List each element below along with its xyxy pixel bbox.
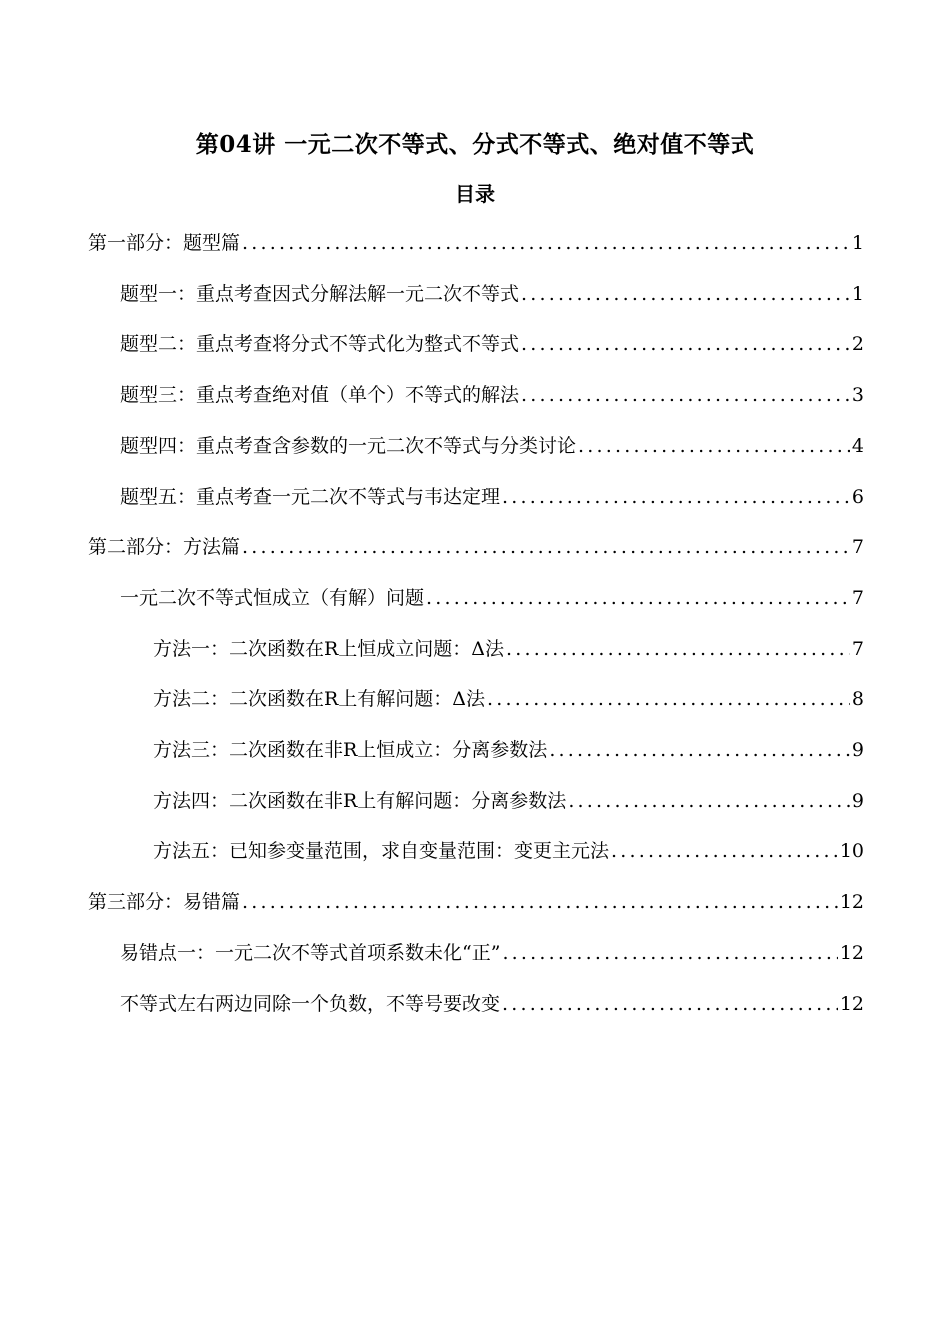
dot-leader (242, 891, 838, 913)
toc-entry[interactable] (120, 431, 864, 459)
toc-entry-label: 题型二：重点考查将分式不等式化为整式不等式 (120, 333, 520, 356)
toc-entry[interactable] (88, 228, 864, 256)
toc-entry-label: 不等式左右两边同除一个负数，不等号要改变 (120, 992, 501, 1015)
dot-leader (521, 283, 850, 305)
toc-entry-page: 7 (851, 637, 864, 660)
toc-heading: 目录 (455, 182, 495, 206)
toc-entry-label: 题型三：重点考查绝对值（单个）不等式的解法 (120, 384, 520, 407)
dot-leader (521, 333, 850, 355)
toc-entry[interactable] (88, 887, 864, 915)
toc-entry[interactable] (153, 735, 864, 763)
toc-entry-page: 1 (851, 232, 864, 254)
toc-entry-label: 方法一：二次函数在R上恒成立问题：Δ法 (153, 637, 505, 660)
toc-entry-page: 8 (851, 688, 864, 711)
document-title: 第04讲 一元二次不等式、分式不等式、绝对值不等式 (195, 131, 755, 158)
dot-leader (521, 384, 850, 406)
toc-entry-page: 1 (851, 282, 864, 305)
toc-entry[interactable] (120, 482, 864, 510)
dot-leader (549, 739, 850, 761)
toc-entry-page: 2 (851, 333, 864, 356)
toc-entry[interactable] (153, 684, 864, 712)
toc-entry-page: 7 (851, 536, 864, 559)
toc-entry-label: 易错点一：一元二次不等式首项系数未化“正” (120, 941, 501, 964)
toc-entry-label: 方法四：二次函数在非R上有解问题：分离参数法 (153, 789, 567, 812)
dot-leader (487, 688, 850, 710)
toc-entry[interactable] (120, 583, 864, 611)
toc-entry-page: 10 (839, 840, 864, 863)
toc-entry-page: 7 (851, 586, 864, 609)
toc-entry-label: 第二部分：方法篇 (88, 536, 241, 559)
toc-entry-page: 12 (839, 941, 864, 964)
toc-entry-label: 题型四：重点考查含参数的一元二次不等式与分类讨论 (120, 434, 577, 457)
toc-entry-label: 题型一：重点考查因式分解法解一元二次不等式 (120, 282, 520, 305)
toc-entry[interactable] (88, 532, 864, 560)
dot-leader (242, 536, 850, 558)
toc-entry-page: 12 (839, 891, 864, 914)
dot-leader (611, 840, 838, 862)
dot-leader (578, 435, 850, 457)
toc-entry[interactable] (153, 786, 864, 814)
toc-entry-page: 4 (851, 434, 864, 457)
toc-entry-page: 6 (851, 485, 864, 508)
toc-entry[interactable] (120, 329, 864, 357)
toc-entry-label: 题型五：重点考查一元二次不等式与韦达定理 (120, 485, 501, 508)
dot-leader (242, 232, 850, 254)
toc-entry-page: 12 (839, 992, 864, 1015)
toc-entry[interactable] (120, 279, 864, 307)
toc-entry[interactable] (120, 380, 864, 408)
toc-entry-page: 9 (851, 739, 864, 761)
toc-entry-page: 3 (851, 384, 864, 407)
toc-entry-label: 方法五：已知参变量范围，求自变量范围：变更主元法 (153, 840, 610, 863)
toc-entry[interactable] (153, 634, 864, 662)
toc-entry-label: 一元二次不等式恒成立（有解）问题 (120, 586, 425, 609)
dot-leader (506, 638, 850, 660)
toc-entry[interactable] (153, 836, 864, 864)
toc-entry-label: 第一部分：题型篇 (88, 232, 241, 254)
dot-leader (502, 942, 837, 964)
toc-entry-label: 方法二：二次函数在R上有解问题：Δ法 (153, 688, 486, 711)
toc-entry[interactable] (120, 938, 864, 966)
toc-entry[interactable] (120, 989, 864, 1017)
dot-leader (426, 587, 850, 609)
toc-entry-page: 9 (851, 789, 864, 812)
toc-entry-label: 第三部分：易错篇 (88, 891, 241, 914)
dot-leader (568, 790, 850, 812)
dot-leader (502, 486, 850, 508)
dot-leader (502, 993, 838, 1015)
toc-entry-label: 方法三：二次函数在非R上恒成立：分离参数法 (153, 739, 548, 761)
